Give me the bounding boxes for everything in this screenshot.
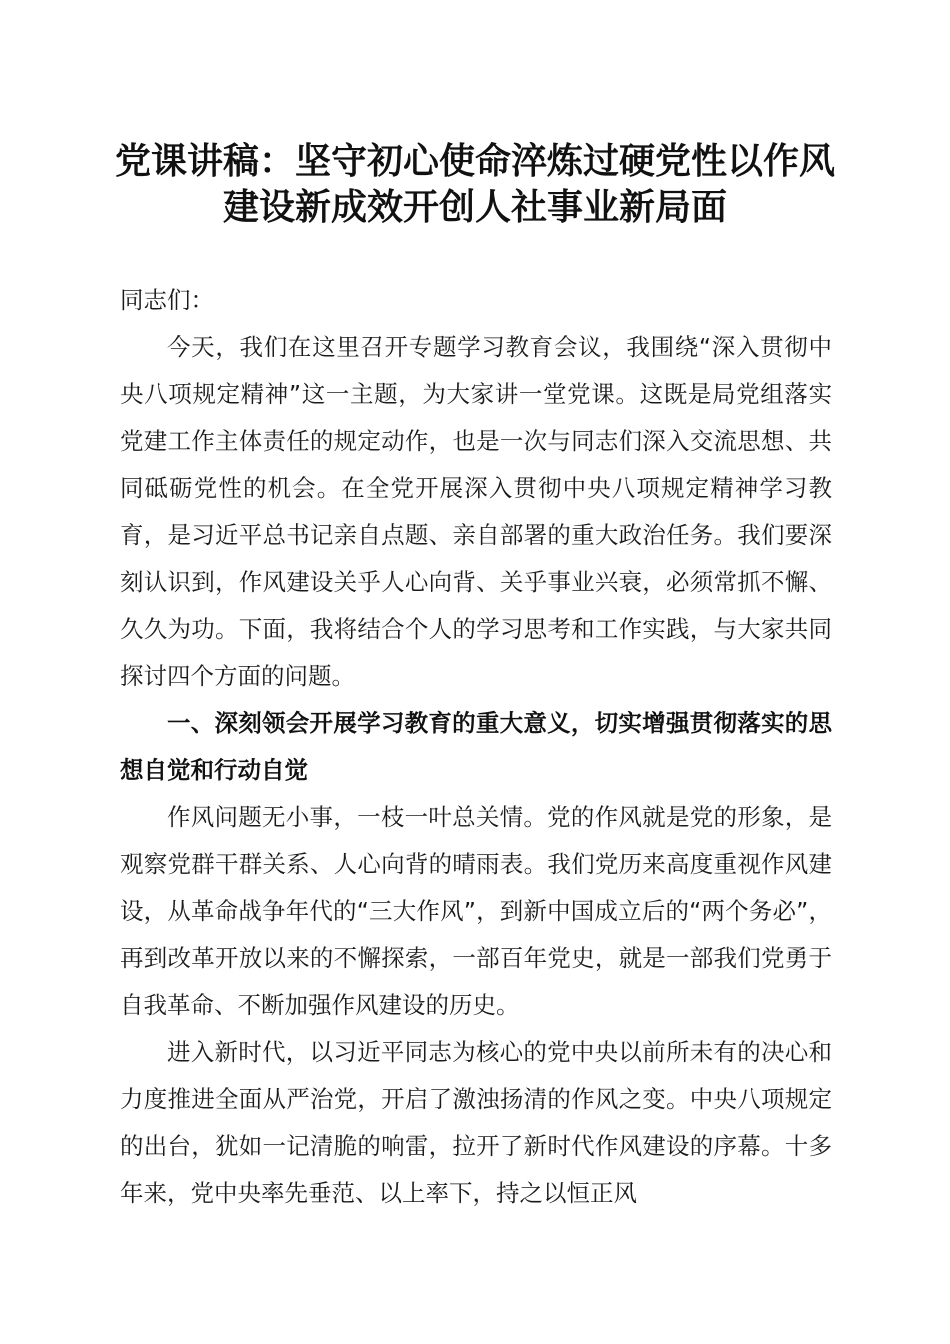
title-line-1: 党课讲稿：坚守初心使命淬炼过硬党性以作风 <box>114 140 835 182</box>
section-heading-1: 一、深刻领会开展学习教育的重大意义，切实增强贯彻落实的思想自觉和行动自觉 <box>120 709 832 784</box>
paragraph-new-era: 进入新时代，以习近平同志为核心的党中央以前所未有的决心和力度推进全面从严治党，开启了激浊扬清的作风之变。中央八项规定的出台，犹如一记清脆的响雷，拉开了新时代作风建设的序幕。十多年来，党中央率先垂范、以上率下，持之以恒正风 <box>120 1038 832 1207</box>
paragraph-style-importance: 作风问题无小事，一枝一叶总关情。党的作风就是党的形象，是观察党群干群关系、人心向背的晴雨表。我们党历来高度重视作风建设，从革命战争年代的“三大作风”，到新中国成立后的“两个务必”，再到改革开放以来的不懈探索，一部百年党史，就是一部我们党勇于自我革命、不断加强作风建设的历史。 <box>120 803 832 1019</box>
document-body <box>120 277 832 1217</box>
title-line-2: 建设新成效开创人社事业新局面 <box>222 186 727 228</box>
paragraph-intro: 今天，我们在这里召开专题学习教育会议，我围绕“深入贯彻中央八项规定精神”这一主题，为大家讲一堂党课。这既是局党组落实党建工作主体责任的规定动作，也是一次与同志们深入交流思想、共同砥砺党性的机会。在全党开展深入贯彻中央八项规定精神学习教育，是习近平总书记亲自点题、亲自部署的重大政治任务。我们要深刻认识到，作风建设关乎人心向背、关乎事业兴衰，必须常抓不懈、久久为功。下面，我将结合个人的学习思考和工作实践，与大家共同探讨四个方面的问题。 <box>120 333 832 690</box>
document-title <box>100 138 850 230</box>
salutation: 同志们： <box>120 286 214 314</box>
